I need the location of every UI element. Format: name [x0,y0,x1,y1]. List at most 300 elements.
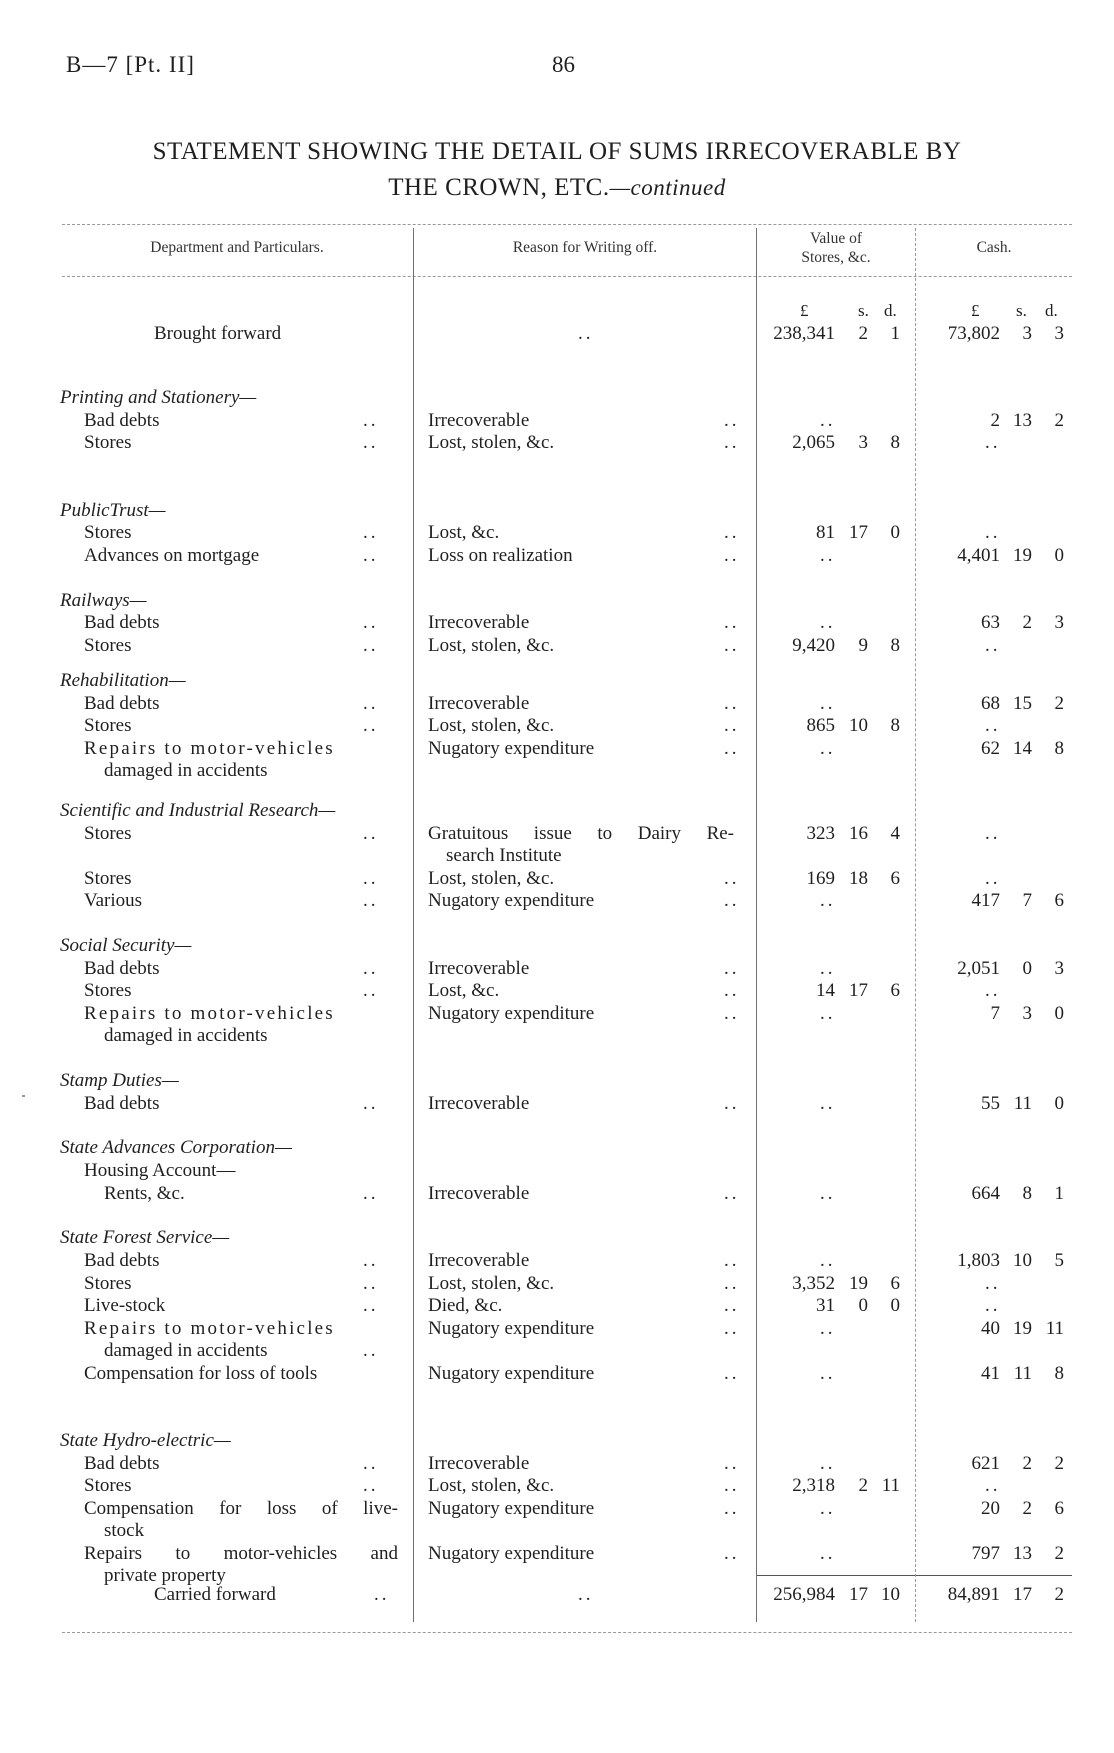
stores-pound-unit: £ [800,301,809,320]
particulars-text: Housing Account— [84,1160,236,1181]
cash-pounds: 62 [981,738,1000,759]
particulars-text: damaged in accidents [104,760,268,781]
cash-blank-leader: .. [985,1273,1001,1294]
brought-forward-row [0,323,1114,345]
particulars-leader: .. [363,980,379,1001]
cash-shillings: 13 [1013,410,1032,431]
cash-pence: 3 [1054,612,1064,633]
stores-shillings: 16 [849,823,868,844]
carried-forward-cash-shillings: 17 [1013,1584,1032,1605]
reason-text: Irrecoverable [428,612,530,633]
particulars-leader: .. [363,1183,379,1204]
table-row [0,823,1114,845]
table-row [0,1543,1114,1565]
particulars-text: stock [104,1520,145,1541]
particulars-text: Bad debts [84,958,160,979]
cash-pence: 0 [1054,545,1064,566]
brought-forward-cash-pounds: 73,802 [947,323,1000,344]
department-name: Printing and Stationery— [60,387,257,408]
reason-leader: .. [724,1295,740,1316]
department-heading-row [0,590,1114,612]
carried-forward-stores-pounds: 256,984 [773,1584,835,1605]
cash-pounds: 2,051 [957,958,1000,979]
table-row [0,1363,1114,1385]
reason-text: Lost, stolen, &c. [428,635,555,656]
table-row [0,845,1114,867]
reason-leader: .. [724,1093,740,1114]
reason-text: Irrecoverable [428,693,530,714]
reason-text: Lost, stolen, &c. [428,1475,555,1496]
statement-title-line-1: STATEMENT SHOWING THE DETAIL OF SUMS IRRECOVERABLE BY [152,138,962,165]
particulars-leader: .. [363,432,379,453]
cash-pounds: 797 [971,1543,1000,1564]
brought-forward-reason-leader: .. [578,323,594,344]
stores-pounds: 81 [816,522,835,543]
statement-title-text: THE CROWN, ETC. [388,174,610,201]
stores-shillings: 3 [858,432,868,453]
cash-pence: 0 [1054,1003,1064,1024]
column-header-particulars: Department and Particulars. [150,239,324,256]
cash-blank-leader: .. [985,715,1001,736]
stores-pounds: 169 [806,868,835,889]
reason-text: Lost, stolen, &c. [428,715,555,736]
table-row [0,868,1114,890]
reason-leader: .. [724,1003,740,1024]
stores-shillings: 17 [849,980,868,1001]
department-heading-row [0,670,1114,692]
brought-forward-cash-shillings: 3 [1022,323,1032,344]
particulars-text: private property [104,1565,226,1586]
table-row [0,1475,1114,1497]
stores-shillings: 19 [849,1273,868,1294]
stores-pounds: 3,352 [792,1273,835,1294]
stores-shillings: 10 [849,715,868,736]
particulars-leader: .. [363,823,379,844]
particulars-leader: .. [363,612,379,633]
stores-pence: 8 [890,635,900,656]
reason-leader: .. [724,1453,740,1474]
cash-shillings: 15 [1013,693,1032,714]
particulars-text: Stores [84,635,132,656]
particulars-leader: .. [363,1340,379,1361]
table-row [0,1295,1114,1317]
carried-forward-cash-pounds: 84,891 [947,1584,1000,1605]
reason-leader: .. [724,1273,740,1294]
table-row [0,980,1114,1002]
particulars-text: Advances on mortgage [84,545,260,566]
reason-text: Nugatory expenditure [428,1543,595,1564]
table-row [0,1498,1114,1520]
cash-shillings: 10 [1013,1250,1032,1271]
stores-shillings: 17 [849,522,868,543]
stores-blank-leader: .. [820,1250,836,1271]
cash-pounds: 621 [971,1453,1000,1474]
column-header-stores-line-2: Stores, &c. [801,249,871,266]
stores-pence: 6 [890,868,900,889]
particulars-leader: .. [363,958,379,979]
cash-pounds: 40 [981,1318,1000,1339]
cash-shillings: 19 [1013,1318,1032,1339]
table-bottom-rule [62,1632,1072,1633]
particulars-text: Bad debts [84,1250,160,1271]
particulars-leader: .. [363,693,379,714]
carried-forward-stores-pence: 10 [881,1584,900,1605]
brought-forward-cash-pence: 3 [1054,323,1064,344]
stores-shillings-unit: s. [858,301,869,320]
particulars-text: Repairs to motor-vehicles and [84,1543,398,1564]
stores-blank-leader: .. [820,1003,836,1024]
table-row [0,693,1114,715]
particulars-text: Stores [84,868,132,889]
stores-blank-leader: .. [820,1453,836,1474]
stores-pence: 4 [890,823,900,844]
currency-units-row [0,300,1114,322]
department-name: Stamp Duties— [60,1070,179,1091]
particulars-text: Stores [84,1475,132,1496]
particulars-text: Rents, &c. [104,1183,185,1204]
table-row [0,760,1114,782]
page-number: 86 [552,52,575,77]
particulars-text: Bad debts [84,612,160,633]
table-row [0,1340,1114,1362]
table-row [0,410,1114,432]
department-heading-row [0,1430,1114,1452]
cash-pence: 8 [1054,738,1064,759]
department-heading-row [0,935,1114,957]
cash-shillings: 2 [1022,612,1032,633]
stores-blank-leader: .. [820,958,836,979]
table-row [0,1520,1114,1542]
stores-blank-leader: .. [820,1183,836,1204]
reason-leader: .. [724,612,740,633]
table-row [0,522,1114,544]
stores-pence: 0 [890,1295,900,1316]
stores-pounds: 14 [816,980,835,1001]
stores-pence-unit: d. [884,301,897,320]
stores-pence: 11 [881,1475,900,1496]
department-name: State Forest Service— [60,1227,230,1248]
stores-pounds: 865 [806,715,835,736]
reason-text: Nugatory expenditure [428,1498,595,1519]
reason-leader: .. [724,980,740,1001]
stores-pence: 0 [890,522,900,543]
cash-shillings: 11 [1013,1363,1032,1384]
particulars-text: Compensation for loss of live- [84,1498,398,1519]
table-row [0,958,1114,980]
particulars-text: Bad debts [84,693,160,714]
particulars-text: Stores [84,522,132,543]
table-row [0,1250,1114,1272]
cash-pounds: 55 [981,1093,1000,1114]
reason-leader: .. [724,1475,740,1496]
reason-text: Nugatory expenditure [428,890,595,911]
cash-shillings: 2 [1022,1498,1032,1519]
cash-shillings: 3 [1022,1003,1032,1024]
reason-leader: .. [724,890,740,911]
stores-pounds: 323 [806,823,835,844]
cash-shillings: 19 [1013,545,1032,566]
reason-text: Lost, stolen, &c. [428,1273,555,1294]
cash-pounds: 417 [971,890,1000,911]
reason-leader: .. [724,1250,740,1271]
statement-title-continued: —continued [609,175,726,200]
cash-pence: 2 [1054,1543,1064,1564]
department-heading-row [0,1070,1114,1092]
particulars-text: Repairs to motor-vehicles [84,1003,335,1024]
cash-pence: 0 [1054,1093,1064,1114]
particulars-leader: .. [363,410,379,431]
reason-text: Died, &c. [428,1295,503,1316]
cash-shillings: 0 [1022,958,1032,979]
cash-pence: 2 [1054,693,1064,714]
department-name: Railways— [60,590,147,611]
carried-forward-leader: .. [374,1584,390,1605]
table-row [0,1453,1114,1475]
reason-text: Irrecoverable [428,958,530,979]
table-row [0,1160,1114,1182]
reason-leader: .. [724,868,740,889]
column-header-cash: Cash. [976,239,1012,256]
particulars-text: damaged in accidents [104,1025,268,1046]
reason-text: Lost, stolen, &c. [428,432,555,453]
statement-title-line-2 [60,170,1054,206]
carried-forward-stores-shillings: 17 [849,1584,868,1605]
table-row [0,1183,1114,1205]
page-header-ref: B—7 [Pt. II] [66,52,195,77]
particulars-text: Stores [84,823,132,844]
particulars-text: Repairs to motor-vehicles [84,1318,335,1339]
table-row [0,432,1114,454]
particulars-text: Stores [84,980,132,1001]
department-heading-row [0,500,1114,522]
table-row [0,1025,1114,1047]
cash-shillings: 8 [1022,1183,1032,1204]
cash-pence: 2 [1054,1453,1064,1474]
particulars-leader: .. [363,890,379,911]
reason-leader: .. [724,410,740,431]
particulars-leader: .. [363,1475,379,1496]
cash-shillings: 2 [1022,1453,1032,1474]
reason-leader: .. [724,1498,740,1519]
particulars-leader: .. [363,545,379,566]
cash-shillings: 11 [1013,1093,1032,1114]
table-row [0,890,1114,912]
cash-pence: 6 [1054,890,1064,911]
stores-pence: 8 [890,432,900,453]
reason-text: Gratuitous issue to Dairy Re- [428,823,734,844]
carried-forward-row [0,1584,1114,1606]
cash-pence: 1 [1054,1183,1064,1204]
particulars-text: Bad debts [84,1453,160,1474]
particulars-leader: .. [363,1295,379,1316]
carried-forward-label: Carried forward [154,1584,276,1605]
reason-leader: .. [724,432,740,453]
stores-blank-leader: .. [820,410,836,431]
cash-pence: 6 [1054,1498,1064,1519]
department-name: State Hydro-electric— [60,1430,231,1451]
particulars-text: Various [84,890,143,911]
particulars-text: damaged in accidents [104,1340,268,1361]
cash-pence: 3 [1054,958,1064,979]
column-header-stores [757,229,915,267]
particulars-text: Stores [84,1273,132,1294]
table-row [0,1273,1114,1295]
stores-shillings: 0 [858,1295,868,1316]
particulars-text: Compensation for loss of tools [84,1363,318,1384]
cash-shillings-unit: s. [1016,301,1027,320]
brought-forward-stores-pence: 1 [890,323,900,344]
reason-leader: .. [724,738,740,759]
stores-blank-leader: .. [820,612,836,633]
stores-blank-leader: .. [820,1543,836,1564]
table-row [0,545,1114,567]
stores-blank-leader: .. [820,545,836,566]
table-row [0,635,1114,657]
cash-pence: 5 [1054,1250,1064,1271]
department-name: Social Security— [60,935,192,956]
particulars-leader: .. [363,1453,379,1474]
particulars-text: Live-stock [84,1295,166,1316]
table-row [0,1003,1114,1025]
particulars-leader: .. [363,635,379,656]
reason-leader: .. [724,693,740,714]
particulars-text: Stores [84,432,132,453]
column-header-stores-line-1: Value of [809,230,863,247]
particulars-text: Stores [84,715,132,736]
department-name: PublicTrust— [60,500,166,521]
cash-pence: 8 [1054,1363,1064,1384]
department-name: Scientific and Industrial Research— [60,800,336,821]
stores-blank-leader: .. [820,738,836,759]
particulars-leader: .. [363,522,379,543]
stores-pence: 6 [890,1273,900,1294]
reason-text: Lost, &c. [428,522,500,543]
stores-shillings: 18 [849,868,868,889]
cash-pounds: 20 [981,1498,1000,1519]
table-row [0,715,1114,737]
cash-pounds: 1,803 [957,1250,1000,1271]
stores-blank-leader: .. [820,693,836,714]
reason-text: Nugatory expenditure [428,1003,595,1024]
stores-pounds: 9,420 [792,635,835,656]
reason-text: Irrecoverable [428,410,530,431]
reason-leader: .. [724,1318,740,1339]
stores-blank-leader: .. [820,1318,836,1339]
stores-pounds: 31 [816,1295,835,1316]
stores-blank-leader: .. [820,890,836,911]
particulars-leader: .. [363,715,379,736]
margin-mark [22,1095,25,1097]
cash-blank-leader: .. [985,1475,1001,1496]
cash-pounds: 41 [981,1363,1000,1384]
reason-leader: .. [724,522,740,543]
stores-shillings: 9 [858,635,868,656]
particulars-text: Repairs to motor-vehicles [84,738,335,759]
cash-blank-leader: .. [985,1295,1001,1316]
table-row [0,1318,1114,1340]
reason-text: Irrecoverable [428,1183,530,1204]
reason-text: Lost, stolen, &c. [428,868,555,889]
stores-pence: 6 [890,980,900,1001]
reason-leader: .. [724,1183,740,1204]
brought-forward-label: Brought forward [154,323,282,344]
table-row [0,1093,1114,1115]
department-heading-row [0,800,1114,822]
reason-text: Lost, &c. [428,980,500,1001]
table-top-rule [62,224,1072,225]
stores-pounds: 2,065 [792,432,835,453]
department-name: State Advances Corporation— [60,1137,292,1158]
stores-blank-leader: .. [820,1498,836,1519]
reason-text: search Institute [446,845,562,866]
stores-pounds: 2,318 [792,1475,835,1496]
cash-shillings: 7 [1022,890,1032,911]
cash-pounds: 2 [990,410,1000,431]
particulars-text: Bad debts [84,1093,160,1114]
carried-forward-reason-leader: .. [578,1584,594,1605]
cash-pence-unit: d. [1045,301,1058,320]
reason-leader: .. [724,1543,740,1564]
cash-pound-unit: £ [971,301,980,320]
particulars-leader: .. [363,868,379,889]
cash-pounds: 4,401 [957,545,1000,566]
brought-forward-stores-shillings: 2 [858,323,868,344]
department-heading-row [0,1227,1114,1249]
reason-text: Irrecoverable [428,1453,530,1474]
cash-shillings: 14 [1013,738,1032,759]
reason-text: Irrecoverable [428,1250,530,1271]
cash-pence: 2 [1054,410,1064,431]
reason-text: Nugatory expenditure [428,738,595,759]
stores-blank-leader: .. [820,1093,836,1114]
table-row [0,612,1114,634]
cash-blank-leader: .. [985,980,1001,1001]
table-row [0,738,1114,760]
department-heading-row [0,1137,1114,1159]
cash-blank-leader: .. [985,432,1001,453]
stores-blank-leader: .. [820,1363,836,1384]
reason-text: Nugatory expenditure [428,1318,595,1339]
cash-pounds: 63 [981,612,1000,633]
stores-pence: 8 [890,715,900,736]
particulars-leader: .. [363,1250,379,1271]
cash-blank-leader: .. [985,635,1001,656]
cash-pounds: 664 [971,1183,1000,1204]
reason-text: Irrecoverable [428,1093,530,1114]
reason-leader: .. [724,715,740,736]
particulars-leader: .. [363,1273,379,1294]
reason-leader: .. [724,545,740,566]
cash-blank-leader: .. [985,823,1001,844]
column-header-reason: Reason for Writing off. [512,239,658,256]
reason-leader: .. [724,1363,740,1384]
cash-blank-leader: .. [985,522,1001,543]
brought-forward-stores-pounds: 238,341 [773,323,835,344]
reason-leader: .. [724,635,740,656]
particulars-text: Bad debts [84,410,160,431]
carried-forward-cash-pence: 2 [1054,1584,1064,1605]
department-heading-row [0,387,1114,409]
cash-pounds: 68 [981,693,1000,714]
cash-shillings: 13 [1013,1543,1032,1564]
cash-blank-leader: .. [985,868,1001,889]
stores-shillings: 2 [858,1475,868,1496]
reason-text: Nugatory expenditure [428,1363,595,1384]
particulars-leader: .. [363,1093,379,1114]
header-bottom-rule [62,276,1072,277]
cash-pounds: 7 [990,1003,1000,1024]
cash-pence: 11 [1045,1318,1064,1339]
